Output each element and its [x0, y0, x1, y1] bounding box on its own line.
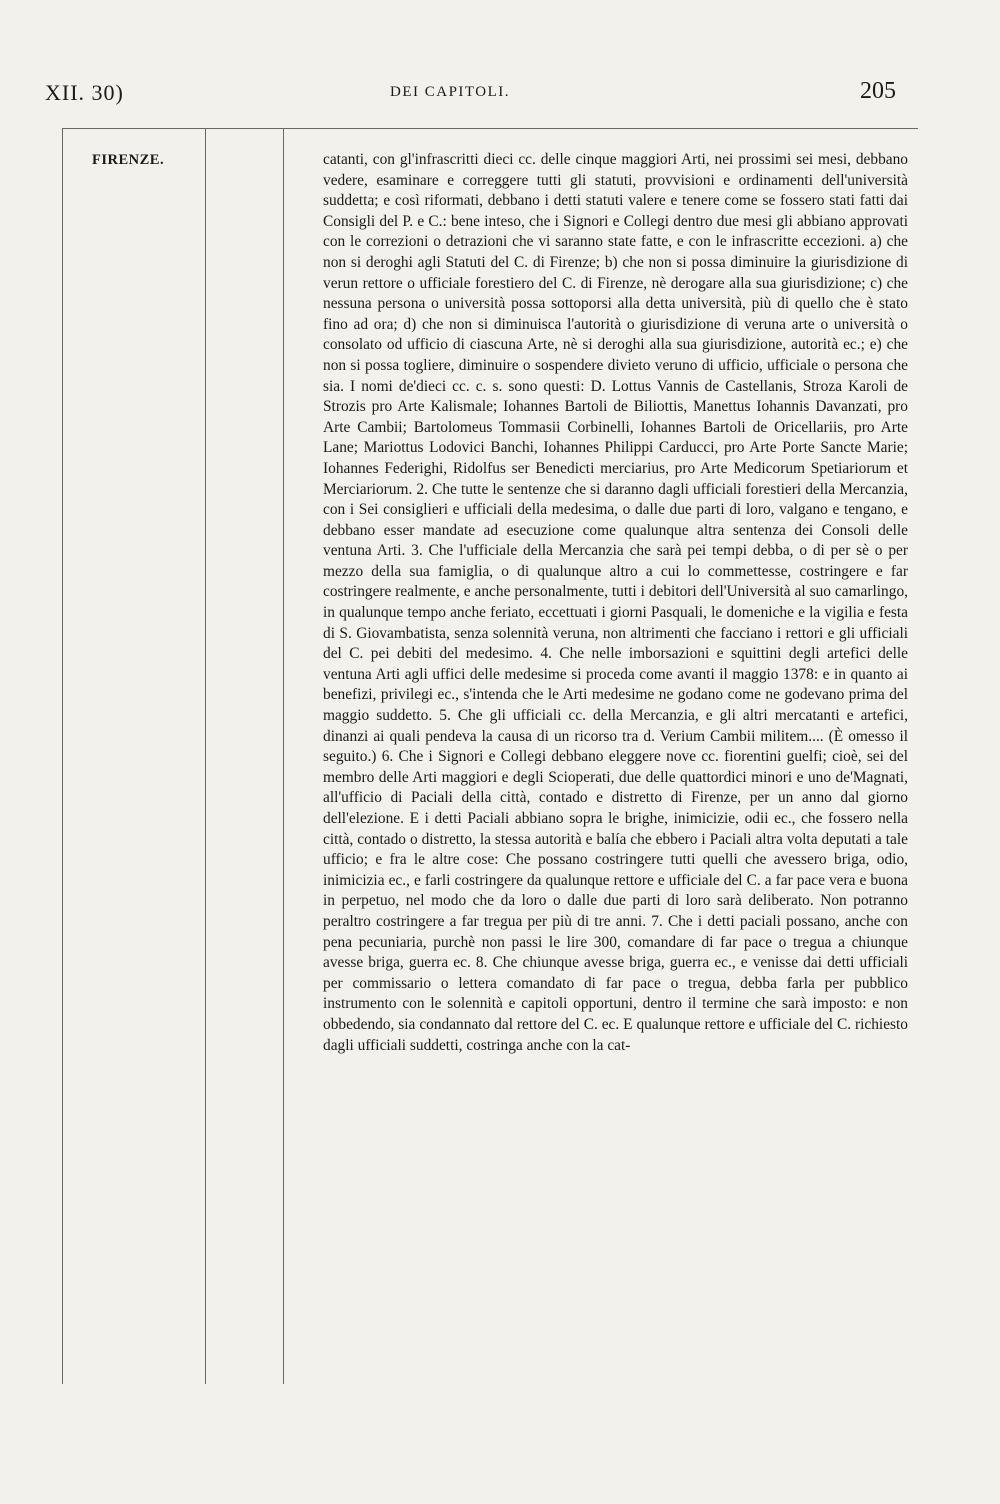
running-title: DEI CAPITOLI. — [390, 84, 511, 100]
page-number: 205 — [860, 78, 896, 104]
margin-city-label: FIRENZE. — [92, 152, 165, 168]
top-rule — [62, 128, 918, 129]
column-rule-middle — [205, 128, 206, 1384]
column-rule-left — [62, 128, 63, 1384]
body-paragraph — [323, 150, 908, 1056]
column-rule-right — [283, 128, 284, 1384]
section-reference: XII. 30) — [45, 80, 124, 105]
body-paragraph-text: catanti, con gl'infrascritti dieci cc. delle cinque maggiori Arti, nei prossimi sei mesi, debbano vedere, esaminare e correggere tutti gli statuti, provvisioni e ordinamenti dell'università suddetta; e così riformati, debbano i detti statuti valere e tenere come se fossero stati fatti dai Consigli del P. e C.: bene inteso, che i Signori e Collegi dentro due mesi gli abbiano approvati con le correzioni o detrazioni che vi saranno state fatte, e con le infrascritte eccezioni. a) che non si deroghi agli Statuti del C. di Firenze; b) che non si possa diminuire la giurisdizione di verun rettore o ufficiale forestiero del C. di Firenze, nè derogare alla sua giurisdizione; c) che nessuna persona o università possa sottoporsi alla detta università, più di quello che è stato fino ad ora; d) che non si diminuisca l'autorità o giurisdizione di veruna arte o università o consolato od ufficio di ciascuna Arte, nè si deroghi alla sua giurisdizione, autorità ec.; e) che non si possa togliere, diminuire o sospendere divieto veruno di ufficio, ufficiale o persona che sia. I nomi de'dieci cc. c. s. sono questi: D. Lottus Vannis de Castellanis, Stroza Karoli de Strozis pro Arte Kalismale; Iohannes Bartoli de Biliottis, Manettus Iohannis Davanzati, pro Arte Cambii; Bartolomeus Tommasii Corbinelli, Iohannes Bartoli de Oricellariis, pro Arte Lane; Mariottus Lodovici Banchi, Iohannes Philippi Carducci, pro Arte Porte Sancte Marie; Iohannes Federighi, Ridolfus ser Benedicti merciarius, pro Arte Medicorum Spetiariorum et Merciariorum. 2. Che tutte le sentenze che si daranno dagli ufficiali forestieri della Mercanzia, con i Sei consiglieri e ufficiali della medesima, o dalle due parti di loro, valgano e tengano, e debbano esser mandate ad esecuzione come qualunque altra sentenza dei Consoli delle ventuna Arti. 3. Che l'ufficiale della Mercanzia che sarà pei tempi debba, o di per sè o per mezzo della sua famiglia, o di qualunque altro a cui lo commettesse, costringere e far costringere realmente, e anche personalmente, tutti i debitori dell'Università al suo camarlingo, in qualunque tempo anche feriato, eccettuati i giorni Pasquali, le domeniche e la vigilia e festa di S. Giovambatista, senza solennità veruna, non altrimenti che facciano i rettori e gli ufficiali del C. pei debiti del medesimo. 4. Che nelle imborsazioni e squittini degli artefici delle ventuna Arti agli uffici delle medesime si proceda come avanti il maggio 1378: e in quanto ai benefizi, privilegi ec., s'intenda che le Arti medesime ne godano come ne godevano prima del maggio suddetto. 5. Che gli ufficiali cc. della Mercanzia, e gli altri mercatanti e artefici, dinanzi ai quali pendeva la causa di un ricorso tra d. Verium Cambii militem.... (È omesso il seguito.) 6. Che i Signori e Collegi debbano eleggere nove cc. fiorentini guelfi; cioè, sei del membro delle Arti maggiori e degli Scioperati, due delle quattordici minori e uno de'Magnati, all'ufficio di Paciali della città, contado e distretto di Firenze, per un anno dal giorno dell'elezione. E i detti Paciali abbiano sopra le brighe, inimicizie, odii ec., che fossero nella città, contado o distretto, la stessa autorità e balía che ebbero i Paciali altra volta deputati a tale ufficio; e fra le altre cose: Che possano costringere tutti quelli che avessero briga, odio, inimicizia ec., e farli costringere da qualunque rettore e ufficiale del C. a far pace vera e buona in perpetuo, nel modo che da loro o dalle due parti di loro sarà deliberato. Non potranno peraltro costringere a far tregua per più di tre anni. 7. Che i detti paciali possano, anche con pena pecuniaria, purchè non passi le lire 300, comandare di far pace o tregua a chiunque avesse briga, guerra ec. 8. Che chiunque avesse briga, guerra ec., e venisse dai detti ufficiali per commissario o lettera comandato di far pace o tregua, debba farla per pubblico instrumento con le solennità e capitoli opportuni, dentro il termine che sarà imposto: e non obbedendo, sia condannato dal rettore del C. ec. E qualunque rettore e ufficiale del C. richiesto dagli ufficiali suddetti, costringa anche con la cat- — [323, 151, 908, 1054]
